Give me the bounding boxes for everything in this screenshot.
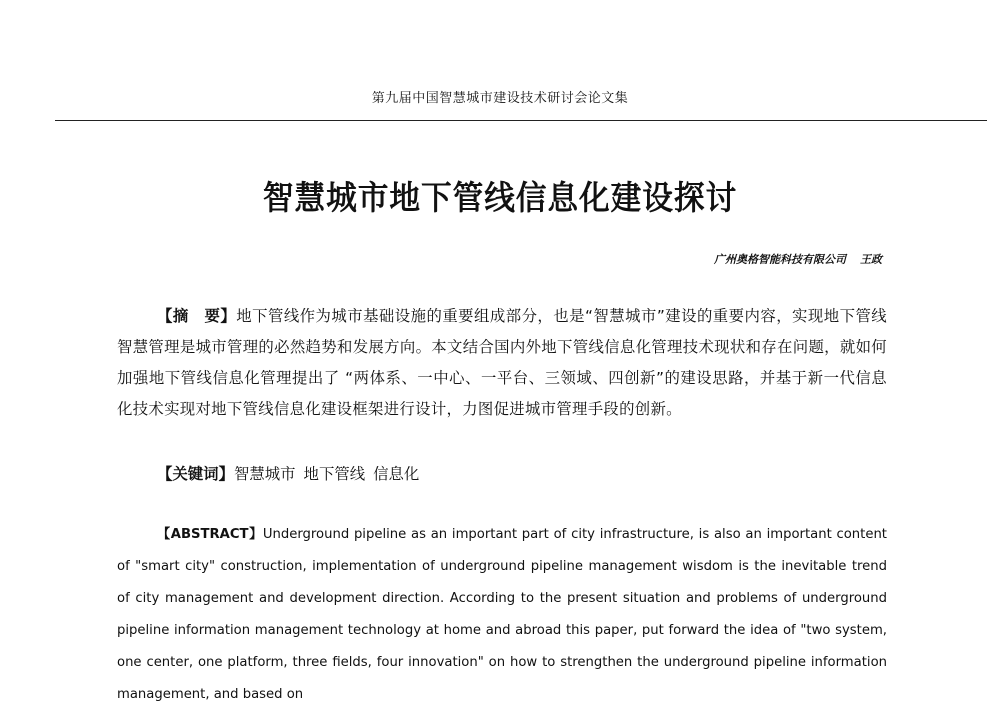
author-line bbox=[714, 251, 882, 267]
author-name: 王政 bbox=[860, 253, 882, 266]
keywords-line bbox=[157, 459, 419, 490]
paper-title: 智慧城市地下管线信息化建设探讨 bbox=[262, 178, 738, 217]
abstract-cn-label: 【摘 要】 bbox=[157, 307, 237, 325]
abstract-chinese bbox=[117, 301, 887, 425]
keywords-label: 【关键词】 bbox=[157, 465, 234, 483]
abstract-english bbox=[117, 519, 887, 711]
keyword-item: 地下管线 bbox=[303, 465, 366, 483]
abstract-en-label: 【ABSTRACT】 bbox=[157, 527, 263, 542]
abstract-en-text: Underground pipeline as an important part of city infrastructure, is also an important content of "smart city" construction, implementation of underground pipeline management wisdom is the inevitable trend of city management and development direction. According to the present situation and problems of underground pipeline information management technology at home and abroad this paper, put forward the idea of "two system, one center, one platform, three fields, four innovation" on how to strengthen the underground pipeline information management, and based on bbox=[117, 527, 887, 702]
header-divider bbox=[55, 120, 987, 121]
running-header: 第九届中国智慧城市建设技术研讨会论文集 bbox=[371, 91, 629, 106]
keyword-item: 信息化 bbox=[373, 465, 420, 483]
keyword-item: 智慧城市 bbox=[233, 465, 296, 483]
abstract-cn-text: 地下管线作为城市基础设施的重要组成部分，也是“智慧城市”建设的重要内容，实现地下管线智慧管理是城市管理的必然趋势和发展方向。本文结合国内外地下管线信息化管理技术现状和存在问题，就如何加强地下管线信息化管理提出了 “两体系、一中心、一平台、三领域、四创新”的建设思路，并基于新一代信息化技术实现对地下管线信息化建设框架进行设计，力图促进城市管理手段的创新。 bbox=[117, 307, 887, 418]
affiliation: 广州奥格智能科技有限公司 bbox=[714, 253, 846, 266]
